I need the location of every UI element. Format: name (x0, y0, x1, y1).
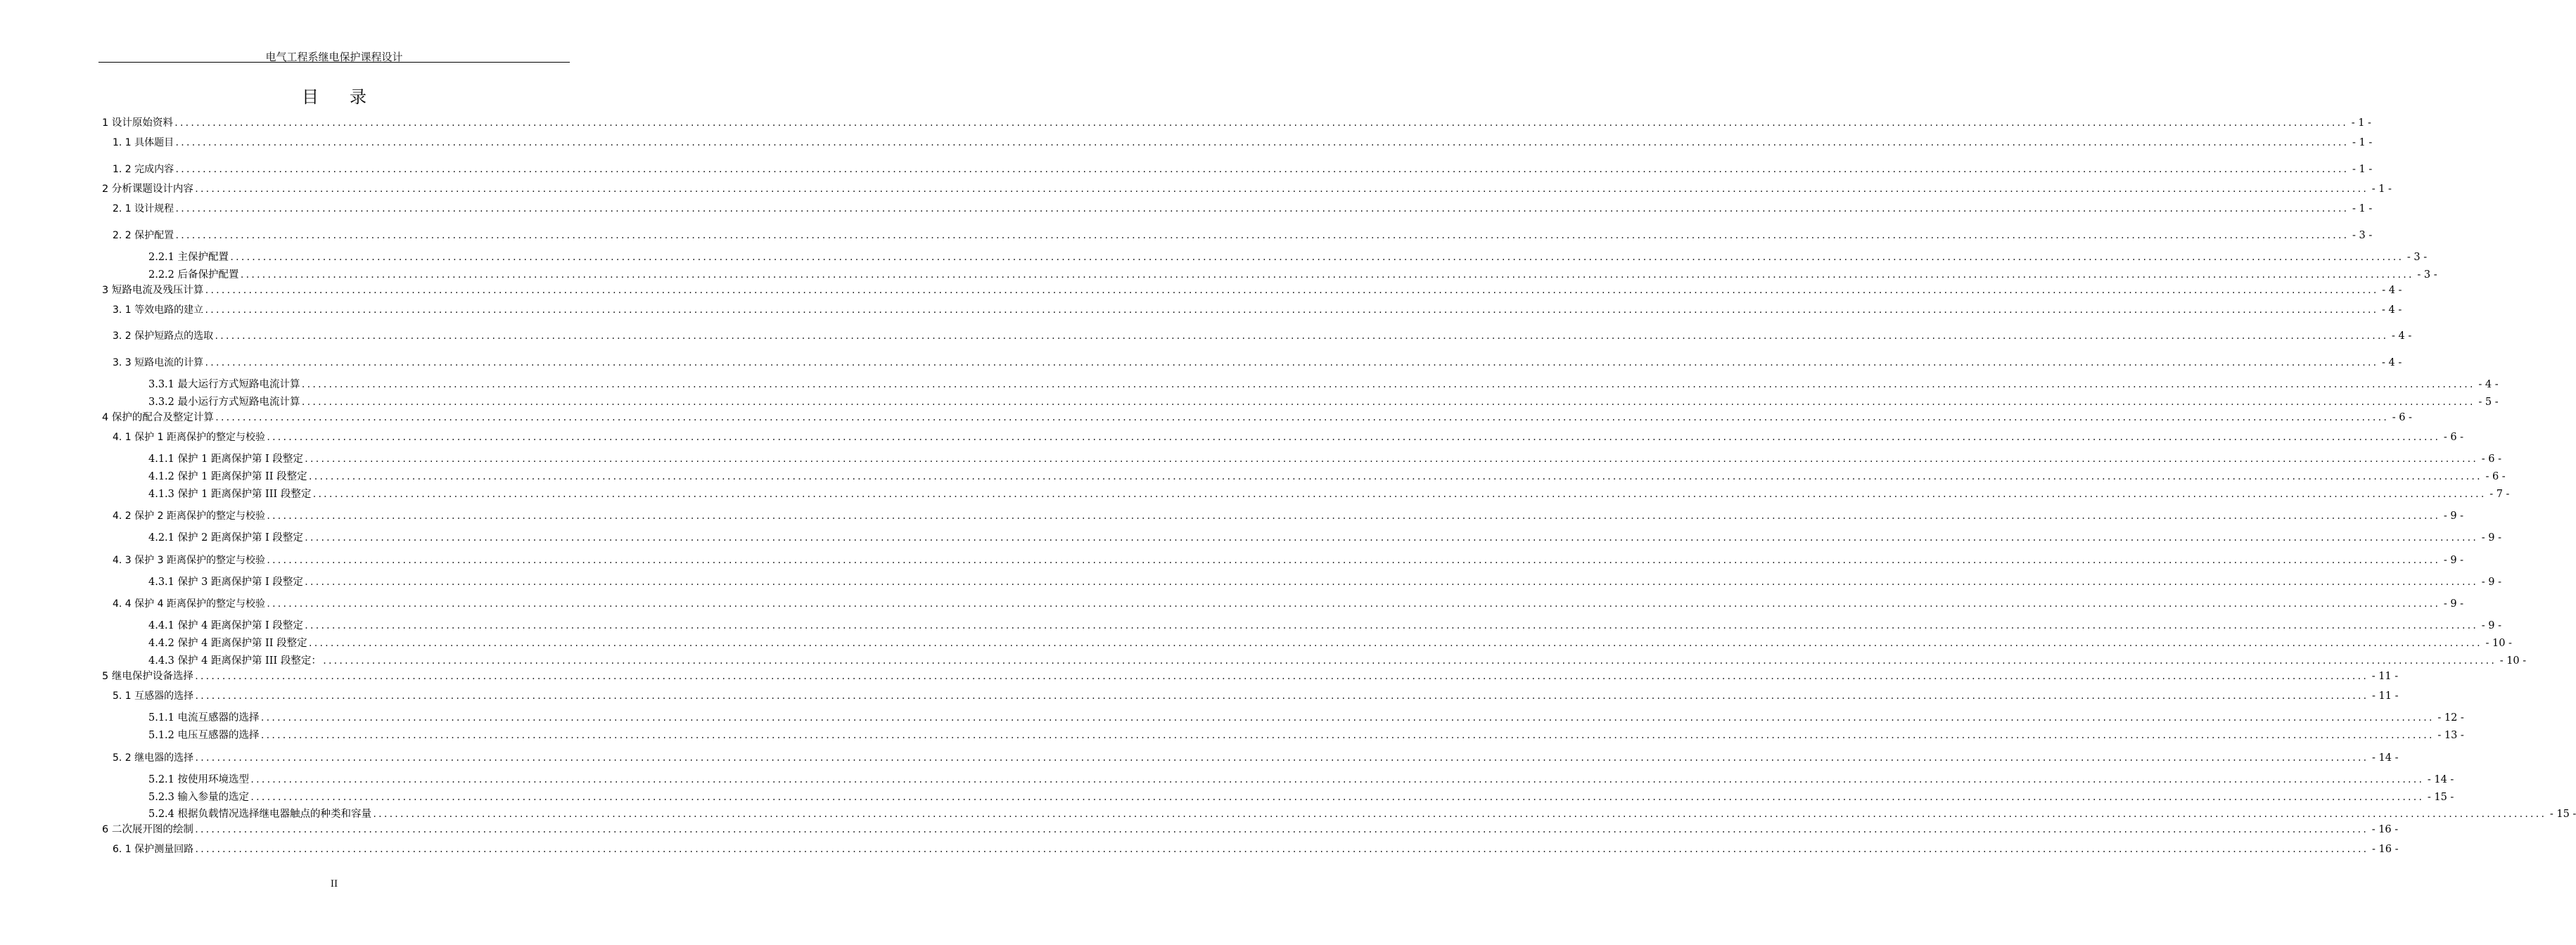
toc-dot-leader: ................................................................................................................................................................................................................................................................................................................................................................................................................ (303, 621, 2478, 631)
toc-entry[interactable] (113, 509, 2464, 523)
toc-entry-page: - 4 - (2478, 379, 2499, 390)
toc-dot-leader: ................................................................................................................................................................................................................................................................................................................................................................................................................ (204, 305, 2378, 315)
toc-entry-page: - 6 - (2485, 471, 2506, 482)
toc-entry[interactable] (148, 268, 2437, 282)
toc-entry-page: - 6 - (2392, 412, 2412, 423)
toc-entry-page: - 4 - (2382, 285, 2402, 296)
toc-entry-label: 2.2.1 主保护配置 (148, 252, 229, 263)
toc-dot-leader: ................................................................................................................................................................................................................................................................................................................................................................................................................ (265, 432, 2440, 442)
toc-entry[interactable] (113, 162, 2373, 176)
toc-entry[interactable] (113, 136, 2373, 150)
toc-entry-page: - 9 - (2481, 577, 2501, 588)
running-header: 电气工程系继电保护课程设计 (265, 51, 403, 63)
toc-dot-leader: ................................................................................................................................................................................................................................................................................................................................................................................................................ (174, 231, 2349, 240)
toc-dot-leader: ................................................................................................................................................................................................................................................................................................................................................................................................................ (312, 489, 2486, 499)
toc-entry-page: - 16 - (2372, 844, 2399, 855)
toc-entry[interactable] (148, 395, 2499, 409)
toc-entry-label: 5.1.2 电压互感器的选择 (148, 730, 260, 741)
toc-entry[interactable] (148, 531, 2501, 545)
toc-dot-leader: ................................................................................................................................................................................................................................................................................................................................................................................................................ (193, 184, 2368, 194)
toc-entry-label: 4.3.1 保护 3 距离保护第 I 段整定 (148, 577, 303, 588)
toc-entry-page: - 4 - (2382, 304, 2402, 316)
toc-entry-label: 5.1.1 电流互感器的选择 (148, 712, 260, 724)
toc-entry-page: - 9 - (2443, 598, 2464, 610)
toc-dot-leader: ................................................................................................................................................................................................................................................................................................................................................................................................................ (174, 204, 2349, 214)
toc-dot-leader: ................................................................................................................................................................................................................................................................................................................................................................................................................ (193, 671, 2368, 681)
toc-entry-label: 4.1.1 保护 1 距离保护第 I 段整定 (148, 454, 303, 465)
toc-entry[interactable] (148, 807, 2576, 821)
toc-entry-label: 4.4.3 保护 4 距离保护第 III 段整定： (148, 655, 321, 667)
toc-entry-page: - 1 - (2352, 137, 2373, 148)
toc-dot-leader: ................................................................................................................................................................................................................................................................................................................................................................................................................ (193, 825, 2368, 835)
toc-entry-label: 6. 1 保护测量回路 (113, 844, 194, 855)
toc-entry-page: - 15 - (2427, 792, 2454, 803)
page-number: II (330, 879, 338, 889)
toc-entry-label: 4 保护的配合及整定计算 (102, 412, 214, 423)
toc-entry-page: - 6 - (2443, 432, 2464, 443)
toc-entry-page: - 7 - (2489, 489, 2510, 500)
toc-dot-leader: ................................................................................................................................................................................................................................................................................................................................................................................................................ (214, 413, 2388, 423)
toc-entry-page: - 3 - (2406, 252, 2428, 263)
toc-entry-label: 2.2.2 后备保护配置 (148, 269, 239, 281)
toc-dot-leader: ................................................................................................................................................................................................................................................................................................................................................................................................................ (174, 138, 2349, 148)
toc-entry-label: 4. 2 保护 2 距离保护的整定与校验 (113, 510, 265, 522)
toc-dot-leader: ................................................................................................................................................................................................................................................................................................................................................................................................................ (265, 511, 2440, 521)
toc-dot-leader: ................................................................................................................................................................................................................................................................................................................................................................................................................ (204, 358, 2378, 368)
toc-entry-label: 4.4.2 保护 4 距离保护第 II 段整定 (148, 638, 307, 649)
toc-entry-label: 5.2.3 输入参量的选定 (148, 792, 250, 803)
toc-entry[interactable] (113, 751, 2399, 765)
toc-entry-label: 4. 1 保护 1 距离保护的整定与校验 (113, 432, 265, 443)
toc-entry[interactable] (148, 575, 2501, 589)
toc-entry-page: - 15 - (2549, 809, 2576, 820)
toc-dot-leader: ................................................................................................................................................................................................................................................................................................................................................................................................................ (265, 599, 2440, 609)
toc-entry-page: - 9 - (2481, 620, 2501, 631)
toc-entry-label: 5.2.1 按使用环境选型 (148, 774, 250, 785)
toc-entry-label: 2. 2 保护配置 (113, 230, 174, 241)
toc-entry-page: - 3 - (2352, 230, 2373, 241)
toc-dot-leader: ................................................................................................................................................................................................................................................................................................................................................................................................................ (303, 454, 2478, 464)
toc-entry-page: - 13 - (2437, 730, 2464, 741)
toc-dot-leader: ................................................................................................................................................................................................................................................................................................................................................................................................................ (300, 397, 2475, 407)
toc-entry[interactable] (102, 669, 2399, 683)
toc-dot-leader: ................................................................................................................................................................................................................................................................................................................................................................................................................ (194, 844, 2368, 854)
toc-entry-page: - 16 - (2371, 824, 2399, 835)
toc-entry[interactable] (102, 823, 2399, 837)
toc-entry[interactable] (113, 202, 2373, 216)
toc-entry[interactable] (148, 711, 2464, 725)
toc-entry-label: 6 二次展开图的绘制 (102, 824, 193, 835)
toc-entry[interactable] (148, 619, 2501, 633)
toc-entry-label: 3.3.2 最小运行方式短路电流计算 (148, 397, 300, 408)
toc-entry-page: - 1 - (2352, 203, 2373, 214)
toc-entry-page: - 1 - (2352, 164, 2373, 175)
toc-dot-leader: ................................................................................................................................................................................................................................................................................................................................................................................................................ (173, 118, 2347, 128)
toc-title: 目录 (302, 87, 397, 107)
toc-entry-page: - 10 - (2485, 638, 2512, 649)
toc-dot-leader: ................................................................................................................................................................................................................................................................................................................................................................................................................ (194, 753, 2368, 763)
toc-dot-leader: ................................................................................................................................................................................................................................................................................................................................................................................................................ (229, 252, 2403, 262)
toc-dot-leader: ................................................................................................................................................................................................................................................................................................................................................................................................................ (303, 577, 2478, 587)
toc-entry-label: 5. 1 互感器的选择 (113, 690, 194, 702)
toc-dot-leader: ................................................................................................................................................................................................................................................................................................................................................................................................................ (214, 331, 2388, 341)
toc-entry-label: 5 继电保护设备选择 (102, 671, 193, 682)
toc-entry-page: - 14 - (2427, 774, 2454, 785)
toc-entry-label: 4.4.1 保护 4 距离保护第 I 段整定 (148, 620, 303, 631)
toc-entry[interactable] (113, 553, 2464, 567)
toc-entry-label: 5.2.4 根据负载情况选择继电器触点的种类和容量 (148, 809, 372, 820)
toc-entry-label: 4.2.1 保护 2 距离保护第 I 段整定 (148, 532, 303, 544)
toc-entry-label: 1 设计原始资料 (102, 117, 173, 129)
toc-entry-page: - 14 - (2372, 752, 2399, 764)
toc-entry[interactable] (113, 842, 2399, 856)
toc-entry[interactable] (148, 378, 2499, 392)
toc-entry[interactable] (148, 790, 2454, 804)
toc-dot-leader: ................................................................................................................................................................................................................................................................................................................................................................................................................ (260, 731, 2434, 740)
toc-entry[interactable] (102, 283, 2402, 297)
toc-entry-page: - 11 - (2371, 671, 2399, 682)
toc-dot-leader: ................................................................................................................................................................................................................................................................................................................................................................................................................ (250, 775, 2423, 785)
toc-entry[interactable] (102, 116, 2371, 130)
toc-dot-leader: ................................................................................................................................................................................................................................................................................................................................................................................................................ (265, 555, 2440, 565)
toc-entry-page: - 3 - (2417, 269, 2437, 281)
toc-entry-page: - 1 - (2371, 184, 2392, 195)
toc-entry-label: 3. 1 等效电路的建立 (113, 304, 204, 316)
toc-entry-label: 3 短路电流及残压计算 (102, 285, 204, 296)
toc-entry[interactable] (113, 356, 2402, 370)
toc-entry[interactable] (148, 470, 2506, 484)
toc-entry[interactable] (148, 452, 2501, 466)
toc-entry-label: 2 分析课题设计内容 (102, 184, 193, 195)
toc-entry-page: - 1 - (2351, 117, 2371, 129)
toc-dot-leader: ................................................................................................................................................................................................................................................................................................................................................................................................................ (303, 533, 2478, 543)
toc-entry-page: - 4 - (2392, 330, 2412, 342)
toc-entry[interactable] (113, 597, 2464, 611)
toc-entry-label: 5. 2 继电器的选择 (113, 752, 194, 764)
toc-entry-label: 4.1.2 保护 1 距离保护第 II 段整定 (148, 471, 307, 482)
toc-entry[interactable] (148, 636, 2512, 650)
toc-entry-page: - 9 - (2443, 510, 2464, 522)
toc-entry[interactable] (148, 728, 2464, 742)
toc-entry-label: 4. 4 保护 4 距离保护的整定与校验 (113, 598, 265, 610)
toc-entry[interactable] (113, 329, 2412, 343)
toc-entry[interactable] (102, 411, 2412, 425)
toc-entry[interactable] (113, 229, 2373, 243)
toc-entry[interactable] (148, 654, 2527, 668)
toc-dot-leader: ................................................................................................................................................................................................................................................................................................................................................................................................................ (174, 165, 2349, 174)
toc-dot-leader: ................................................................................................................................................................................................................................................................................................................................................................................................................ (321, 656, 2496, 666)
toc-entry-page: - 12 - (2437, 712, 2464, 724)
toc-dot-leader: ................................................................................................................................................................................................................................................................................................................................................................................................................ (194, 691, 2368, 701)
toc-entry-label: 3.3.1 最大运行方式短路电流计算 (148, 379, 300, 390)
toc-dot-leader: ................................................................................................................................................................................................................................................................................................................................................................................................................ (204, 285, 2378, 295)
toc-entry[interactable] (113, 430, 2464, 444)
toc-entry-page: - 11 - (2372, 690, 2399, 702)
toc-entry-page: - 5 - (2478, 397, 2499, 408)
toc-entry-page: - 6 - (2481, 454, 2501, 465)
toc-dot-leader: ................................................................................................................................................................................................................................................................................................................................................................................................................ (307, 638, 2482, 648)
toc-entry[interactable] (148, 487, 2510, 501)
toc-entry-page: - 10 - (2499, 655, 2527, 667)
toc-entry-label: 3. 3 短路电流的计算 (113, 357, 204, 368)
toc-entry[interactable] (148, 250, 2428, 264)
toc-entry-label: 4. 3 保护 3 距离保护的整定与校验 (113, 555, 265, 566)
toc-entry[interactable] (102, 182, 2392, 196)
toc-entry-label: 4.1.3 保护 1 距离保护第 III 段整定 (148, 489, 312, 500)
toc-entry-page: - 9 - (2443, 555, 2464, 566)
toc-entry[interactable] (148, 773, 2454, 787)
toc-entry-label: 3. 2 保护短路点的选取 (113, 330, 214, 342)
toc-dot-leader: ................................................................................................................................................................................................................................................................................................................................................................................................................ (239, 270, 2414, 280)
toc-entry[interactable] (113, 303, 2402, 317)
toc-dot-leader: ................................................................................................................................................................................................................................................................................................................................................................................................................ (250, 792, 2423, 802)
toc-dot-leader: ................................................................................................................................................................................................................................................................................................................................................................................................................ (260, 713, 2434, 723)
toc-dot-leader: ................................................................................................................................................................................................................................................................................................................................................................................................................ (307, 472, 2482, 482)
toc-entry-label: 1. 2 完成内容 (113, 164, 174, 175)
toc-entry-label: 2. 1 设计规程 (113, 203, 174, 214)
toc-entry-label: 1. 1 具体题目 (113, 137, 174, 148)
toc-entry[interactable] (113, 689, 2399, 703)
toc-entry-page: - 4 - (2382, 357, 2402, 368)
toc-dot-leader: ................................................................................................................................................................................................................................................................................................................................................................................................................ (372, 809, 2546, 819)
toc-dot-leader: ................................................................................................................................................................................................................................................................................................................................................................................................................ (300, 380, 2475, 390)
toc-entry-page: - 9 - (2481, 532, 2501, 544)
